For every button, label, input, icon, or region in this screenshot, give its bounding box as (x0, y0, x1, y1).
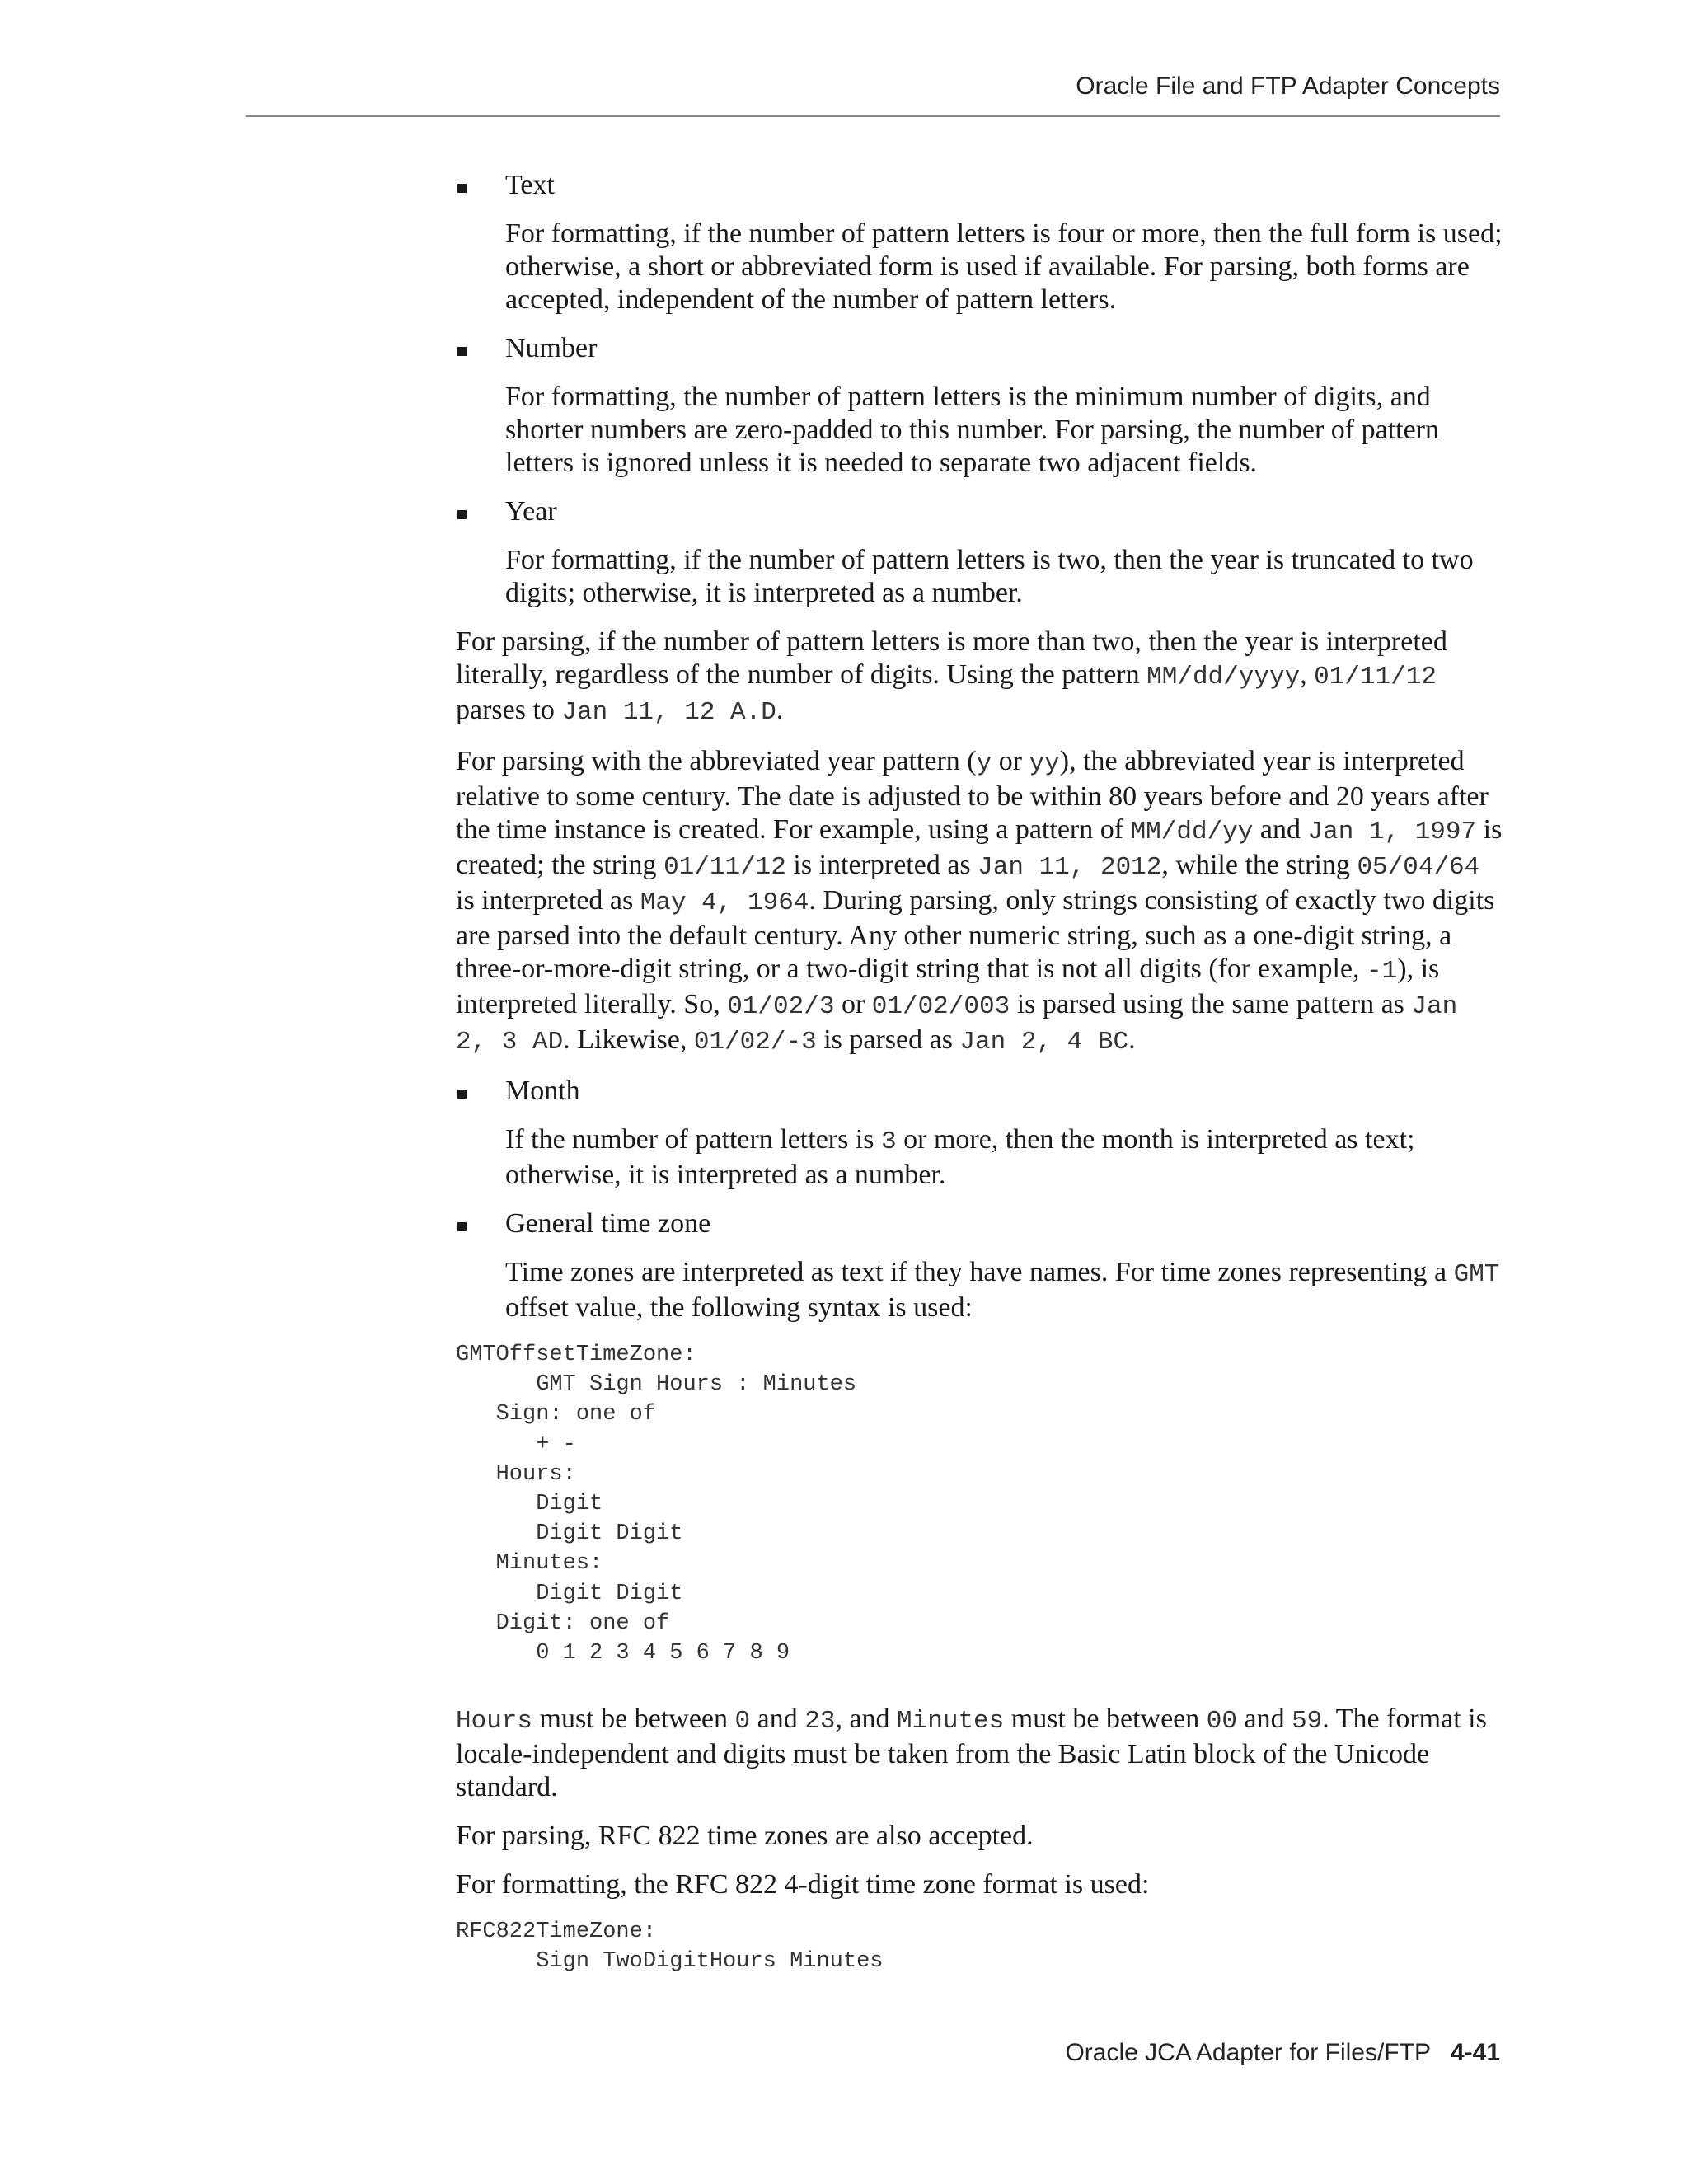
rfc822-formatting-paragraph: For formatting, the RFC 822 4-digit time zone format is used: (456, 1869, 1150, 1900)
text-run: is interpreted as (785, 850, 978, 880)
code-run: 0 (734, 1707, 751, 1736)
text-run: and (750, 1704, 805, 1735)
text-run: , (1300, 659, 1315, 690)
text-run: is interpreted as (456, 885, 640, 916)
text-run: . Likewise, (563, 1024, 694, 1055)
text-run: or (834, 989, 872, 1019)
code-run: MM/dd/yyyy (1146, 663, 1301, 691)
text-run: and (1236, 1704, 1292, 1735)
text-run: . (1128, 1024, 1136, 1055)
code-run: Minutes (897, 1707, 1005, 1736)
text-run: is parsed using the same pattern as (1010, 989, 1412, 1019)
text-run: parses to (456, 695, 562, 725)
page-content (456, 169, 1503, 2012)
number-description: For formatting, the number of pattern letters is the minimum number of digits, and shorter numbers are zero-padded to this number. For parsing, the number of pattern letters is ignored unless it is needed to separate two adjacent fields. (505, 382, 1440, 478)
text-run: must be between (1004, 1704, 1207, 1735)
month-description (505, 1123, 1503, 1192)
running-footer (1065, 2039, 1500, 2067)
code-run: Jan 2, 4 BC (959, 1028, 1129, 1057)
code-run: y (976, 749, 992, 778)
code-run: GMT (1453, 1260, 1500, 1289)
rfc822-syntax-code: RFC822TimeZone: Sign TwoDigitHours Minutes (456, 1919, 884, 1975)
text-run: For parsing, if the number of pattern letters is more than two, then the year is interpreted literally, regardless of the number of digits. Using the pattern (456, 626, 1447, 690)
text-run: is parsed as (816, 1024, 960, 1055)
year-description: For formatting, if the number of pattern letters is two, then the year is truncated to two digits; otherwise, it is interpreted as a number. (505, 545, 1474, 608)
year-parsing-paragraph (456, 626, 1503, 729)
code-run: 01/11/12 (663, 853, 786, 882)
text-run: , and (835, 1704, 898, 1735)
text-run: . The format is locale-independent and digits must be taken from the Basic Latin block of the Unicode standard. (456, 1704, 1487, 1803)
text-run: or more, then the month is interpreted as text; otherwise, it is interpreted as a number. (505, 1124, 1415, 1190)
code-run: -1 (1367, 957, 1398, 986)
code-run: Jan 2, 3 AD (456, 992, 1458, 1057)
code-run: MM/dd/yy (1130, 818, 1254, 846)
text-description: For formatting, if the number of pattern letters is four or more, then the full form is used; otherwise, a short or abbreviated form is used if available. For parsing, both forms are accepted, independent of the number of pattern letters. (505, 218, 1503, 315)
footer-title: Oracle JCA Adapter for Files/FTP (1065, 2039, 1431, 2066)
text-run: . During parsing, only strings consisting of exactly two digits are parsed into the default century. Any other numeric string, such as a one-digit string, a three-or-more-digit string, or a two-digit string that is not all digits (for example, (456, 885, 1495, 984)
gmt-offset-syntax-code: GMTOffsetTimeZone: GMT Sign Hours : Minutes Sign: one of + - Hours: Digit Digit Digit Minutes: Digit Digit Digit: one of 0 1 2 3 4 5 6 7 8 9 (456, 1343, 857, 1666)
code-run: 01/02/-3 (693, 1028, 817, 1057)
code-run: 01/02/003 (871, 992, 1010, 1021)
text-run: ), the abbreviated year is interpreted relative to some century. The date is adjusted to be within 80 years before and 20 years after the time instance is created. For example, using a pattern of (456, 746, 1489, 845)
code-run: Jan 11, 2012 (978, 853, 1162, 882)
code-run: 59 (1292, 1707, 1323, 1736)
header-rule (246, 115, 1500, 117)
code-run: May 4, 1964 (640, 888, 809, 917)
code-run: yy (1029, 749, 1060, 778)
text-run: offset value, the following syntax is used: (505, 1292, 973, 1323)
code-run: 01/02/3 (727, 992, 835, 1021)
text-run: For parsing with the abbreviated year pattern ( (456, 746, 977, 776)
text-run: , while the string (1161, 850, 1357, 880)
text-run: is created; the string (456, 814, 1503, 880)
text-run: must be between (532, 1704, 735, 1735)
code-run: 00 (1206, 1707, 1237, 1736)
text-run: ), is interpreted literally. So, (456, 954, 1440, 1019)
bullet-year: Year (505, 495, 1503, 528)
bullet-number: Number (505, 332, 1503, 365)
page-number: 4-41 (1450, 2039, 1500, 2066)
code-run: 23 (804, 1707, 836, 1736)
rfc822-parsing-paragraph: For parsing, RFC 822 time zones are also accepted. (456, 1821, 1034, 1852)
code-run: 3 (881, 1127, 897, 1156)
code-run: Jan 1, 1997 (1307, 818, 1477, 846)
text-run: and (1253, 814, 1308, 845)
code-run: 05/04/64 (1357, 853, 1480, 882)
text-run: . (776, 695, 784, 725)
code-run: 01/11/12 (1314, 663, 1437, 691)
text-run: or (992, 746, 1029, 776)
text-run: If the number of pattern letters is (505, 1124, 882, 1155)
text-run: Time zones are interpreted as text if they have names. For time zones representing a (505, 1257, 1454, 1287)
hours-minutes-paragraph (456, 1703, 1503, 1804)
bullet-text: Text (505, 169, 1503, 202)
abbreviated-year-paragraph (456, 745, 1503, 1059)
time-zone-description (505, 1256, 1503, 1324)
bullet-month: Month (505, 1075, 1503, 1108)
code-run: Jan 11, 12 A.D (561, 698, 776, 727)
running-header: Oracle File and FTP Adapter Concepts (1076, 73, 1500, 100)
bullet-general-time-zone: General time zone (505, 1207, 1503, 1240)
code-run: Hours (456, 1707, 533, 1736)
